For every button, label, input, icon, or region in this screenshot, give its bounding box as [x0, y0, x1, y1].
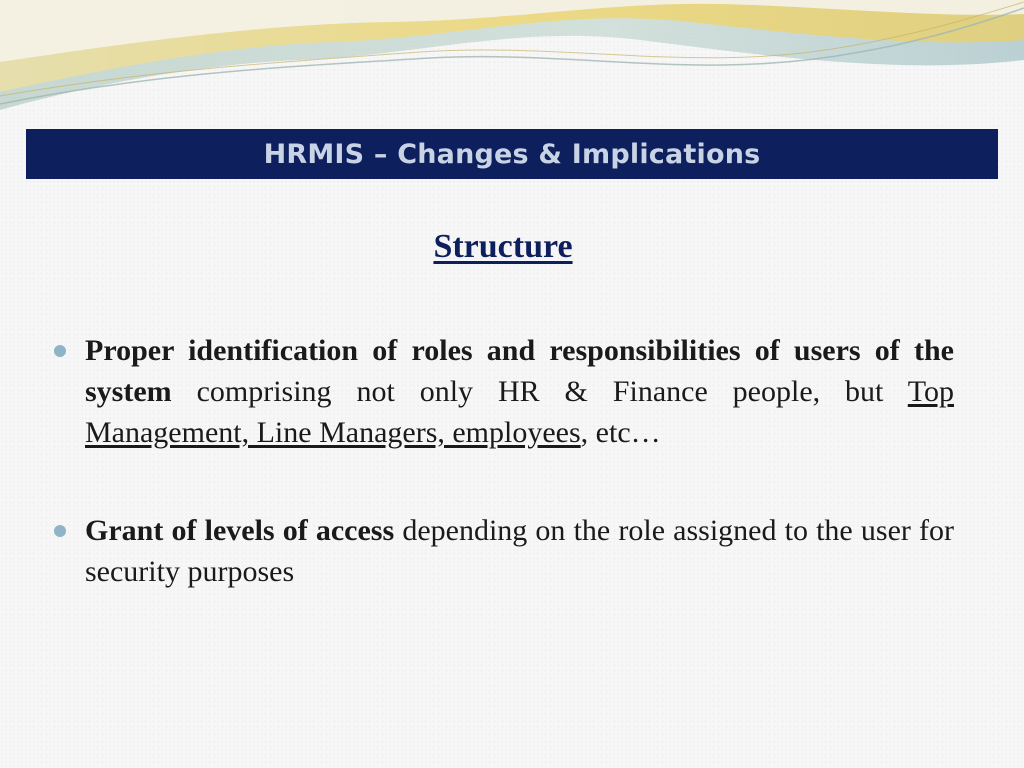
bullet-bold-text: Proper identification of roles and responsibilities of users of the system: [85, 334, 954, 408]
bullet-underlined-text: Top Management, Line Managers, employees: [85, 375, 954, 449]
slide-subtitle: Structure: [433, 228, 573, 265]
bullet-text: depending on the role assigned to the user for security purposes: [85, 514, 954, 588]
slide-title: HRMIS – Changes & Implications: [263, 138, 761, 170]
decorative-wave-banner: [0, 0, 1024, 120]
bullet-text: comprising not only HR & Finance people, but: [171, 375, 908, 408]
bullet-dot-icon: [54, 525, 66, 537]
bullet-text-end: , etc…: [580, 416, 661, 449]
bullet-bold-text: Grant of levels of access: [85, 514, 395, 547]
bullet-list: [54, 330, 954, 592]
bullet-dot-icon: [54, 345, 66, 357]
bullet-item: [54, 330, 954, 453]
bullet-item: [54, 510, 954, 592]
slide-title-bar: [26, 129, 998, 179]
